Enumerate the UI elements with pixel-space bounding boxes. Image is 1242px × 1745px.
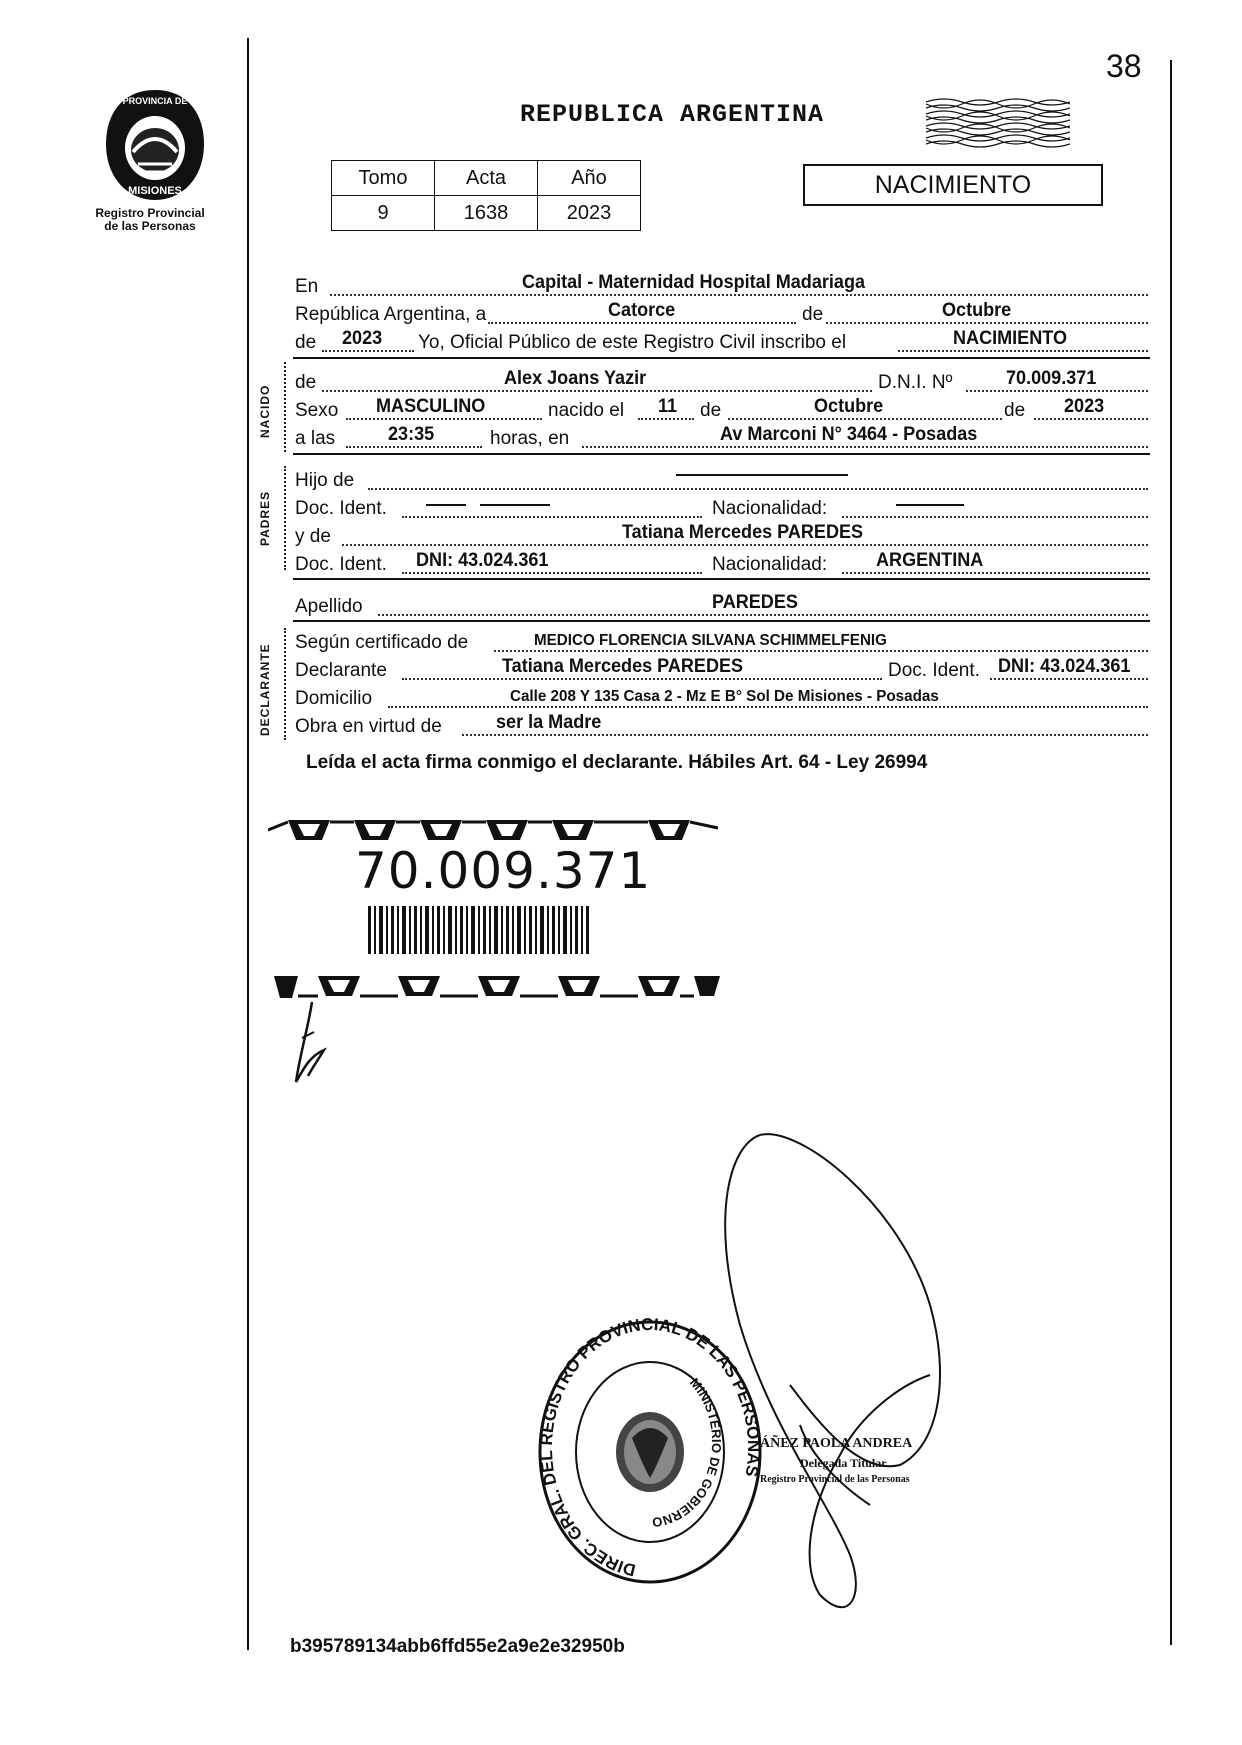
line-father-doc [0, 496, 1242, 522]
line-domicilio [0, 686, 1242, 712]
value-act-type: NACIMIENTO [953, 328, 1067, 349]
security-pattern-icon [926, 96, 1070, 152]
value-certificado: MEDICO FLORENCIA SILVANA SCHIMMELFENIG [534, 632, 887, 649]
value-sexo: MASCULINO [376, 396, 486, 417]
dotted-line [388, 706, 1148, 708]
line-en [0, 274, 1242, 300]
label-doc-ident: Doc. Ident. [295, 554, 387, 575]
dotted-line [402, 516, 702, 518]
dotted-line [488, 322, 796, 324]
record-header-anio: Año [538, 161, 641, 196]
label-hijo-de: Hijo de [295, 470, 355, 491]
registry-name-line2: de las Personas [104, 219, 196, 233]
value-birth-address: Av Marconi N° 3464 - Posadas [720, 424, 978, 445]
value-child-dni: 70.009.371 [1006, 368, 1097, 389]
section-label-padres: PADRES [258, 490, 272, 546]
value-obra: ser la Madre [496, 712, 602, 733]
value-mother-doc: DNI: 43.024.361 [416, 550, 549, 571]
line-hijo-de [0, 468, 1242, 494]
record-value-acta: 1638 [435, 196, 538, 231]
section-divider [293, 578, 1150, 580]
signatory-title: Delegada Titular [800, 1456, 887, 1470]
dotted-line [842, 516, 1148, 518]
record-header-acta: Acta [435, 161, 538, 196]
label-certificado: Según certificado de [295, 632, 469, 653]
record-value-tomo: 9 [332, 196, 435, 231]
line-hora [0, 426, 1242, 452]
label-de: de [802, 304, 824, 325]
value-month: Octubre [942, 300, 1012, 321]
value-year: 2023 [342, 328, 383, 349]
signatory-name: ÁÑEZ PAOLA ANDREA [760, 1436, 913, 1451]
value-birth-month: Octubre [814, 396, 884, 417]
legal-statement: Leída el acta firma conmigo el declarante. Hábiles Art. 64 - Ley 26994 [306, 752, 928, 773]
section-label-declarante: DECLARANTE [258, 643, 272, 736]
label-sexo: Sexo [295, 400, 339, 421]
dotted-line [1034, 418, 1148, 420]
line-apellido [0, 594, 1242, 620]
line-declarante [0, 658, 1242, 684]
section-divider [293, 620, 1150, 622]
seal-outer-text: DIREC. GRAL. DEL REGISTRO PROVINCIAL DE LAS PERSONAS [536, 1318, 764, 1580]
value-birth-year: 2023 [1064, 396, 1105, 417]
dotted-line [330, 294, 1148, 296]
label-y-de: y de [295, 526, 331, 547]
value-child-name: Alex Joans Yazir [504, 368, 647, 389]
line-certificado [0, 630, 1242, 656]
dotted-line [462, 734, 1148, 736]
label-domicilio: Domicilio [295, 688, 373, 709]
label-doc-ident: Doc. Ident. [888, 660, 980, 681]
value-mother-nationality: ARGENTINA [876, 550, 984, 571]
record-value-anio: 2023 [538, 196, 641, 231]
line-y-de [0, 524, 1242, 550]
dotted-line [346, 446, 482, 448]
value-place: Capital - Maternidad Hospital Madariaga [522, 272, 866, 293]
line-obra [0, 714, 1242, 740]
value-declarante-doc: DNI: 43.024.361 [998, 656, 1131, 677]
province-emblem-icon [100, 86, 210, 204]
line-mother-doc [0, 552, 1242, 578]
initials-signature-icon [290, 998, 340, 1086]
value-declarante-name: Tatiana Mercedes PAREDES [502, 656, 744, 677]
dotted-line [966, 390, 1148, 392]
value-domicilio: Calle 208 Y 135 Casa 2 - Mz E B° Sol De Misiones - Posadas [510, 688, 939, 705]
official-seal-icon [536, 1318, 764, 1586]
label-nacionalidad: Nacionalidad: [712, 498, 828, 519]
dotted-line [494, 650, 1148, 652]
dotted-line [638, 418, 694, 420]
barcode-icon [368, 906, 590, 954]
dotted-line [898, 350, 1148, 352]
dotted-line [728, 418, 1002, 420]
dotted-line [322, 350, 414, 352]
label-en: En [295, 276, 319, 297]
label-de: de [1004, 400, 1026, 421]
blank-dash [676, 474, 848, 476]
dotted-line [368, 488, 1148, 490]
document-hash: b395789134abb6ffd55e2a9e2e32950b [290, 1636, 625, 1657]
label-yo: Yo, Oficial Público de este Registro Civil inscribo el [418, 332, 847, 353]
label-de: de [700, 400, 722, 421]
value-birth-day: 11 [658, 396, 678, 417]
dotted-line [990, 678, 1148, 680]
dotted-line [842, 572, 1148, 574]
value-day: Catorce [608, 300, 676, 321]
label-declarante: Declarante [295, 660, 387, 681]
label-obra: Obra en virtud de [295, 716, 442, 737]
blank-dash [896, 504, 964, 506]
label-de: de [295, 372, 317, 393]
document-type-box: NACIMIENTO [803, 164, 1103, 206]
registry-name-line1: Registro Provincial [95, 206, 205, 220]
line-year [0, 330, 1242, 356]
section-label-nacido: NACIDO [258, 384, 272, 438]
registry-name [84, 207, 216, 233]
dotted-line [402, 678, 882, 680]
value-apellido: PAREDES [712, 592, 798, 613]
label-nacionalidad: Nacionalidad: [712, 554, 828, 575]
seal-inner-text: MINISTERIO DE GOBIERNO [651, 1374, 725, 1531]
page-number: 38 [1106, 48, 1142, 84]
label-nacido-el: nacido el [548, 400, 625, 421]
value-mother-name: Tatiana Mercedes PAREDES [622, 522, 864, 543]
label-dni: D.N.I. Nº [878, 372, 953, 393]
line-sexo [0, 398, 1242, 424]
signatory-office: Registro Provincial de las Personas [760, 1474, 910, 1485]
record-table [331, 160, 641, 231]
section-divider [293, 357, 1150, 359]
line-nacido-name [0, 370, 1242, 396]
dotted-line [346, 418, 542, 420]
svg-text:MISIONES: MISIONES [128, 185, 182, 197]
label-doc-ident: Doc. Ident. [295, 498, 387, 519]
line-republica [0, 302, 1242, 328]
dotted-line [322, 390, 872, 392]
dni-stamp-number: 70.009.371 [355, 842, 652, 900]
blank-dash [426, 504, 466, 506]
label-a-las: a las [295, 428, 336, 449]
record-header-tomo: Tomo [332, 161, 435, 196]
page-title: REPUBLICA ARGENTINA [520, 100, 825, 129]
dotted-line [378, 614, 1148, 616]
dotted-line [402, 572, 702, 574]
label-republica: República Argentina, a [295, 304, 487, 325]
dotted-line [582, 446, 1148, 448]
blank-dash [480, 504, 550, 506]
dotted-line [826, 322, 1148, 324]
label-de2: de [295, 332, 317, 353]
section-divider [293, 453, 1150, 455]
label-horas: horas, en [490, 428, 570, 449]
dotted-line [342, 544, 1148, 546]
label-apellido: Apellido [295, 596, 363, 617]
svg-text:PROVINCIA DE: PROVINCIA DE [122, 96, 188, 106]
value-birth-time: 23:35 [388, 424, 435, 445]
